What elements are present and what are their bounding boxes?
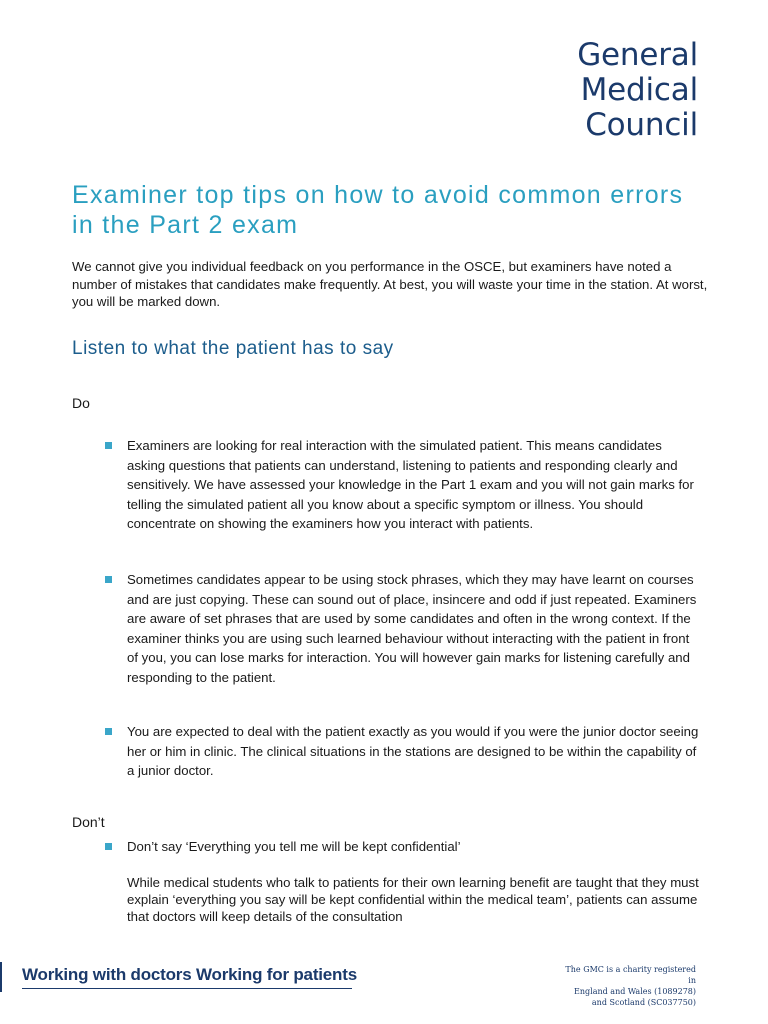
charity-line: and Scotland (SC037750) [591, 998, 696, 1007]
logo-line-2: Medical [580, 72, 698, 108]
dont-item-text: Don’t say ‘Everything you tell me will be kept confidential’ [127, 839, 461, 854]
section-heading: Listen to what the patient has to say [72, 338, 394, 359]
charity-line: The GMC is a charity registered in [565, 965, 696, 985]
bullet-square-icon [105, 442, 112, 449]
gmc-logo [498, 38, 698, 143]
do-list-item [105, 436, 700, 534]
logo-line-3: Council [585, 107, 698, 143]
do-item-text: Sometimes candidates appear to be using stock phrases, which they may have learnt on courses and are just copying. These can sound out of place, insincere and odd if just repeated. Examiners are aware of set phrases that are used by some candidates and often in the wrong context. If the examiner thinks you are using such learned behaviour without interacting with the patient in front of you, you can lose marks for interaction. You will however gain marks for listening carefully and responding to the patient. [127, 572, 697, 685]
footer-divider [0, 962, 2, 992]
dont-list-item [105, 837, 700, 857]
bullet-square-icon [105, 728, 112, 735]
do-list-item [105, 570, 700, 687]
bullet-square-icon [105, 576, 112, 583]
footer-underline [22, 988, 352, 989]
footer-slogan: Working with doctors Working for patients [22, 965, 357, 984]
do-list-item [105, 722, 700, 781]
logo-line-1: General [577, 37, 698, 73]
charity-line: England and Wales (1089278) [574, 987, 696, 996]
page-title: Examiner top tips on how to avoid common errors in the Part 2 exam [72, 181, 684, 239]
do-item-text: Examiners are looking for real interaction with the simulated patient. This means candidates asking questions that patients can understand, listening to patients and responding clearly and sensitively. We have assessed your knowledge in the Part 1 exam and you will not gain marks for telling the simulated patient all you know about a specific symptom or illness. You should concentrate on showing the examiners how you interact with patients. [127, 438, 694, 531]
do-label: Do [72, 395, 90, 411]
dont-note-paragraph: While medical students who talk to patients for their own learning benefit are taught that they must explain ‘everything you say will be kept confidential within the medical team’, patients can assume that doctors will keep details of the consultation [127, 875, 699, 924]
do-item-text: You are expected to deal with the patient exactly as you would if you were the junior doctor seeing her or him in clinic. The clinical situations in the stations are designed to be within the capability of a junior doctor. [127, 724, 699, 778]
dont-label: Don’t [72, 814, 105, 830]
intro-paragraph: We cannot give you individual feedback on you performance in the OSCE, but examiners have noted a number of mistakes that candidates make frequently. At best, you will waste your time in the station. At worst, you will be marked down. [72, 259, 708, 309]
footer-charity-note [556, 964, 696, 1008]
bullet-square-icon [105, 843, 112, 850]
